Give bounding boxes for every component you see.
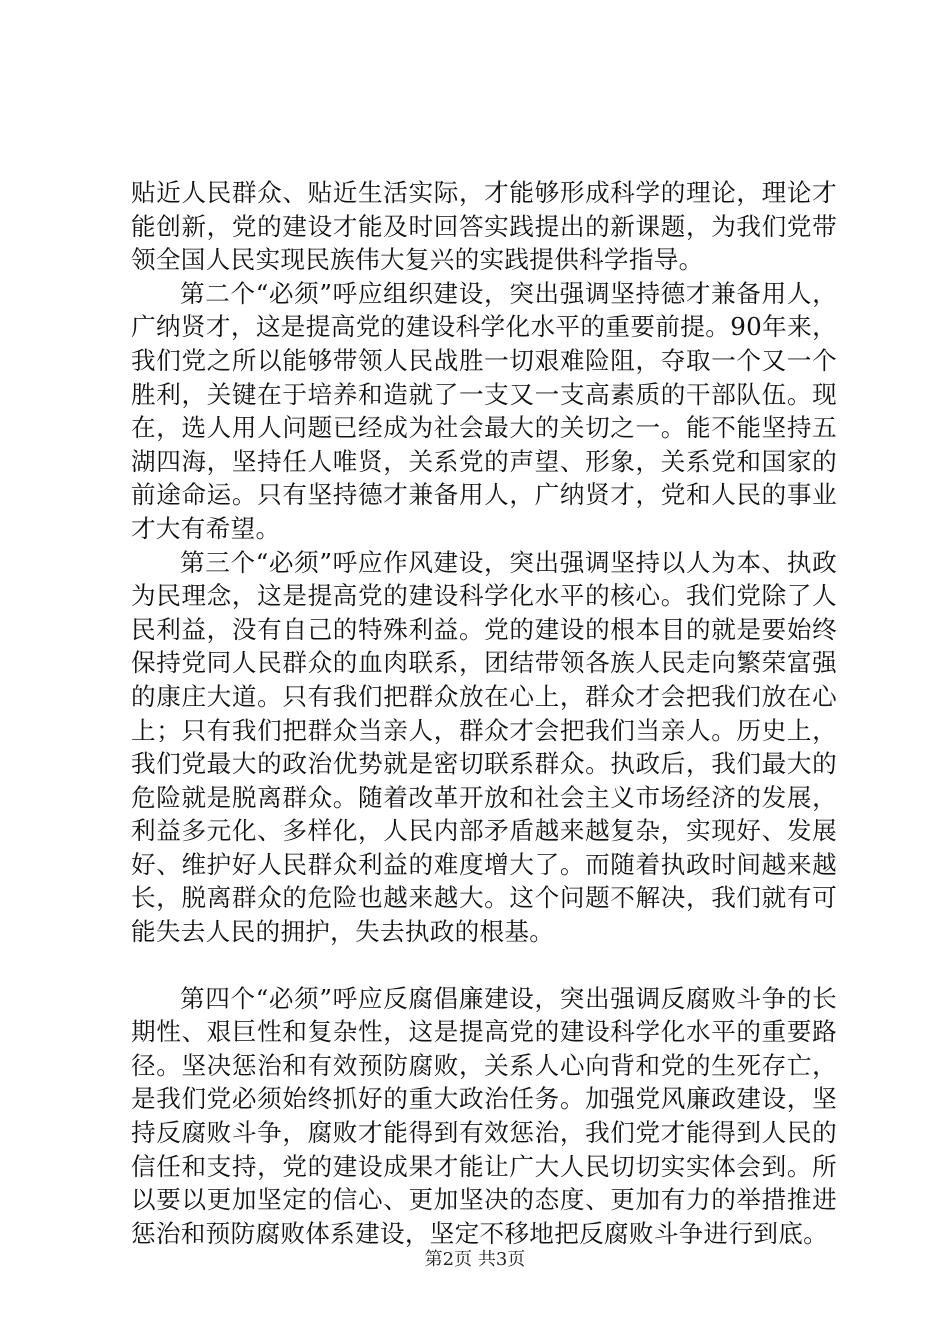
paragraph-second-must: 第二个“必须”呼应组织建设，突出强调坚持德才兼备用人，广纳贤才，这是提高党的建设科学化水平的重要前提。90年来，我们党之所以能够带领人民战胜一切艰难险阻，夺取一个又一个胜利，关键在于培养和造就了一支又一支高素质的干部队伍。现在，选人用人问题已经成为社会最大的关切之一。能不能坚持五湖四海，坚持任人唯贤，关系党的声望、形象，关系党和国家的前途命运。只有坚持德才兼备用人，广纳贤才，党和人民的事业才大有希望。 bbox=[131, 278, 837, 543]
page-number-footer: 第2页 共3页 bbox=[424, 1249, 526, 1270]
document-body bbox=[131, 176, 837, 1250]
paragraph-third-must: 第三个“必须”呼应作风建设，突出强调坚持以人为本、执政为民理念，这是提高党的建设科学化水平的核心。我们党除了人民利益，没有自己的特殊利益。党的建设的根本目的就是要始终保持党同人民群众的血肉联系，团结带领各族人民走向繁荣富强的康庄大道。只有我们把群众放在心上，群众才会把我们放在心上；只有我们把群众当亲人，群众才会把我们当亲人。历史上，我们党最大的政治优势就是密切联系群众。执政后，我们最大的危险就是脱离群众。随着改革开放和社会主义市场经济的发展，利益多元化、多样化，人民内部矛盾越来越复杂，实现好、发展好、维护好人民群众利益的难度增大了。而随着执政时间越来越长，脱离群众的危险也越来越大。这个问题不解决，我们就有可能失去人民的拥护，失去执政的根基。 bbox=[131, 547, 837, 947]
paragraph-fourth-must: 第四个“必须”呼应反腐倡廉建设，突出强调反腐败斗争的长期性、艰巨性和复杂性，这是提高党的建设科学化水平的重要路径。坚决惩治和有效预防腐败，关系人心向背和党的生死存亡，是我们党必须始终抓好的重大政治任务。加强党风廉政建设，坚持反腐败斗争，腐败才能得到有效惩治，我们党才能得到人民的信任和支持，党的建设成果才能让广大人民切切实实体会到。所以要以更加坚定的信心、更加坚决的态度、更加有力的举措推进惩治和预防腐败体系建设，坚定不移地把反腐败斗争进行到底。 bbox=[131, 983, 837, 1248]
paragraph-continuation: 贴近人民群众、贴近生活实际，才能够形成科学的理论，理论才能创新，党的建设才能及时回答实践提出的新课题，为我们党带领全国人民实现民族伟大复兴的实践提供科学指导。 bbox=[131, 178, 837, 275]
